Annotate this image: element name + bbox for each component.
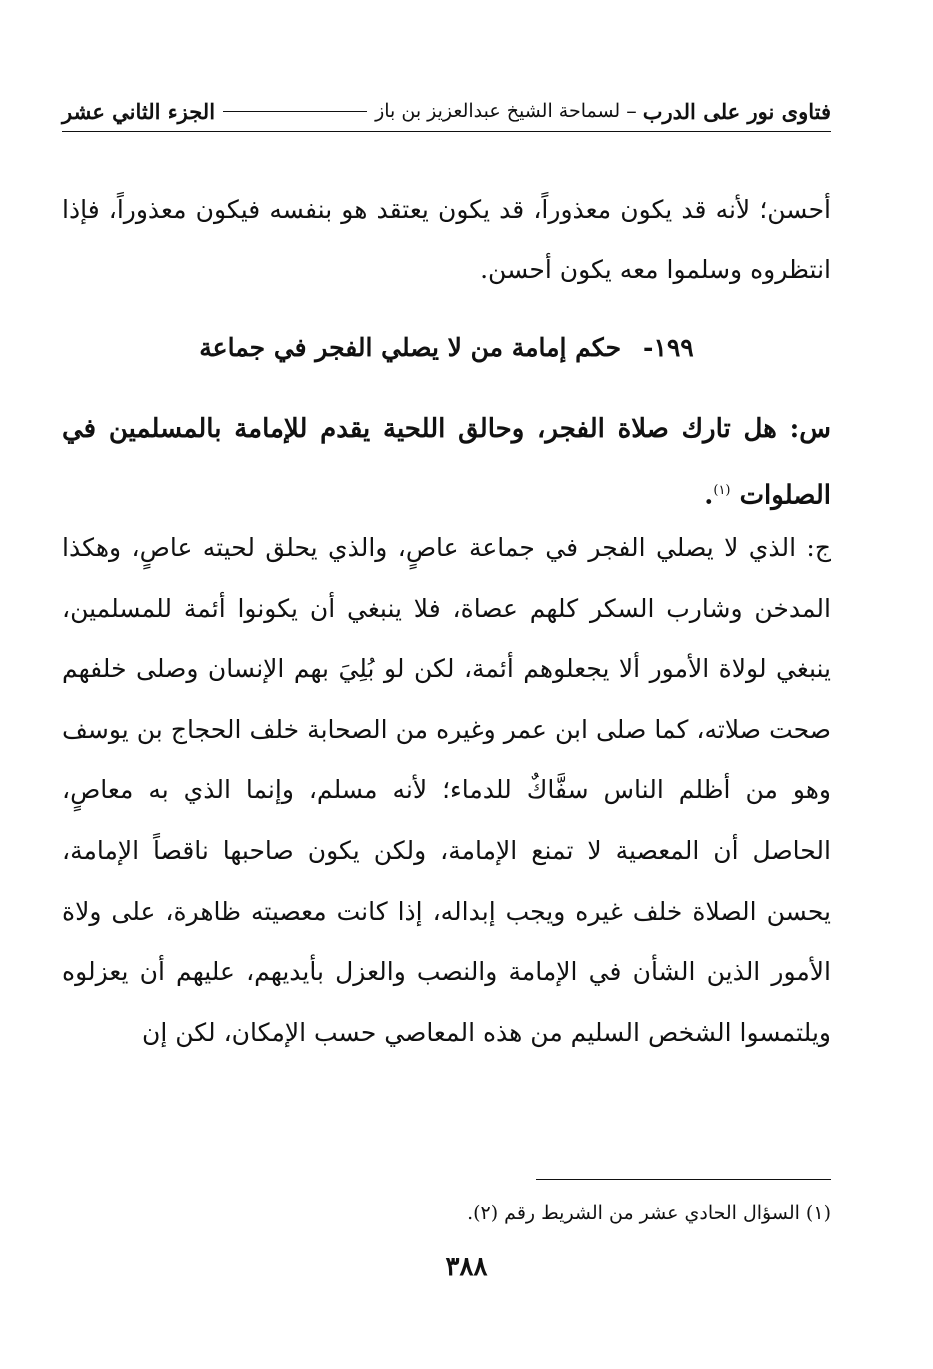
question-text: س: هل تارك صلاة الفجر، وحالق اللحية يقدم للإمامة بالمسلمين في الصلوات	[62, 414, 831, 511]
book-part: الجزء الثاني عشر	[62, 98, 216, 124]
book-title: فتاوى نور على الدرب	[642, 98, 831, 124]
question-paragraph	[62, 398, 831, 527]
running-header	[62, 94, 831, 128]
answer-paragraph: ج: الذي لا يصلي الفجر في جماعة عاصٍ، والذي يحلق لحيته عاصٍ، وهكذا المدخن وشارب السكر كلهم عصاة، فلا ينبغي أن يكونوا أئمة للمسلمين، ينبغي لولاة الأمور ألا يجعلوهم أئمة، لكن لو بُلِيَ بهم الإنسان وصلى خلفهم صحت صلاته، كما صلى ابن عمر وغيره من الصحابة خلف الحجاج بن يوسف وهو من أظلم الناس سفَّاكٌ للدماء؛ لأنه مسلم، وإنما الذي به معاصٍ، الحاصل أن المعصية لا تمنع الإمامة، ولكن يكون صاحبها ناقصاً الإمامة، يحسن الصلاة خلف غيره ويجب إبداله، إذا كانت معصيته ظاهرة، على ولاة الأمور الذين الشأن في الإمامة والنصب والعزل بأيديهم، عليهم أن يعزلوه ويلتمسوا الشخص السليم من هذه المعاصي حسب الإمكان، لكن إن	[62, 533, 831, 1047]
header-rule	[62, 131, 831, 132]
header-separator: –	[626, 99, 637, 123]
section-heading	[62, 326, 831, 370]
question-end: .	[704, 480, 714, 511]
page-number: ٣٨٨	[445, 1252, 488, 1282]
header-dash-line	[223, 111, 367, 112]
intro-paragraph: أحسن؛ لأنه قد يكون معذوراً، قد يكون يعتقد هو بنفسه فيكون معذوراً، فإذا انتظروه وسلموا معه يكون أحسن.	[62, 195, 831, 284]
footnote-rule	[536, 1179, 831, 1180]
book-author: لسماحة الشيخ عبدالعزيز بن باز	[375, 100, 621, 122]
footnote-reference: (١)	[713, 483, 731, 498]
section-number: ١٩٩-	[643, 333, 694, 362]
section-title: حكم إمامة من لا يصلي الفجر في جماعة	[199, 333, 622, 362]
footnote: (١) السؤال الحادي عشر من الشريط رقم (٢).	[467, 1202, 831, 1224]
